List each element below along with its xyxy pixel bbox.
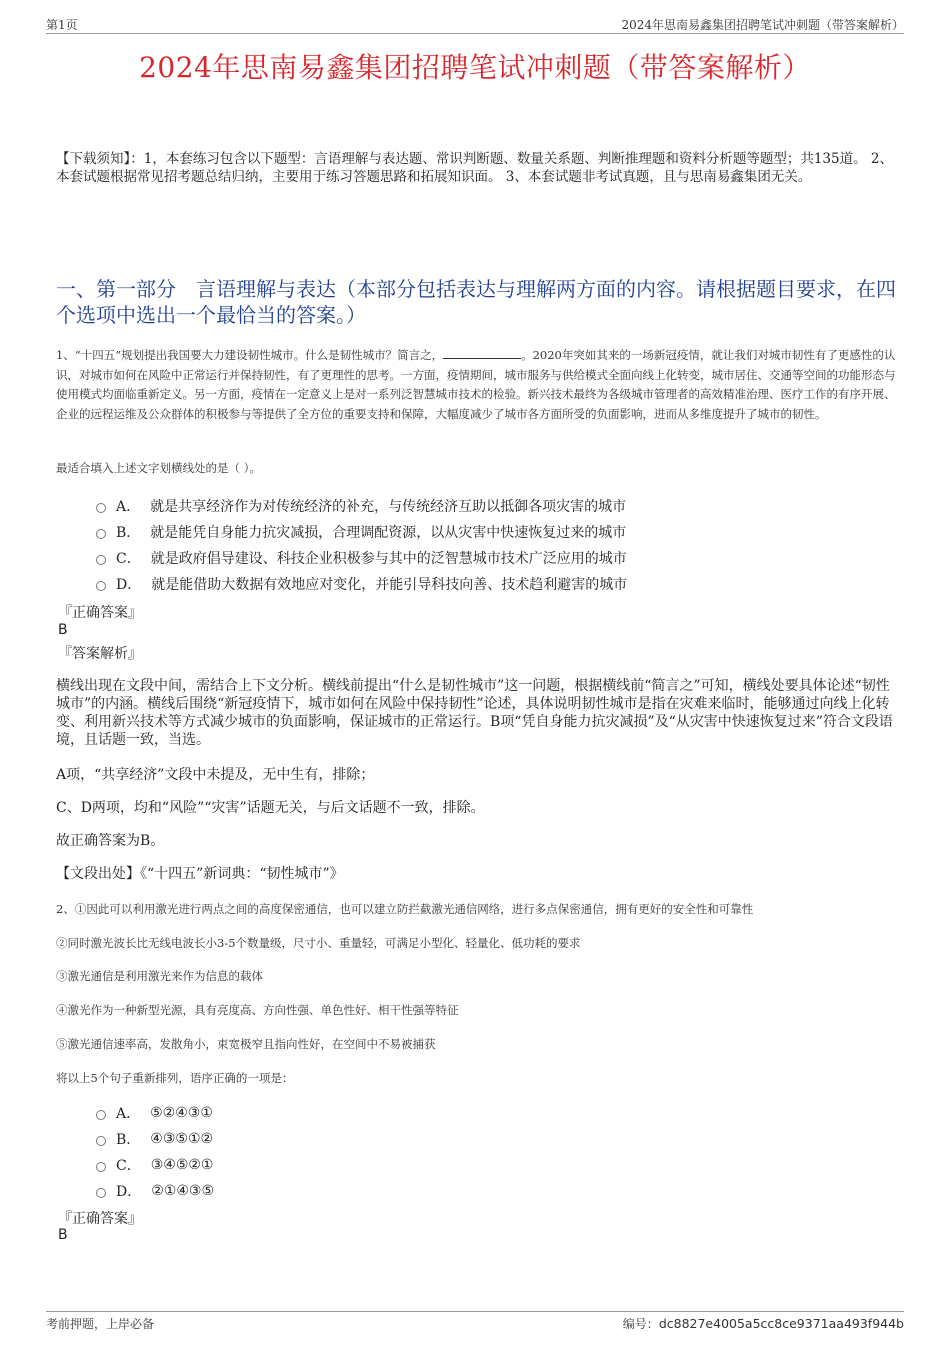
fill-blank <box>443 347 521 359</box>
answer-label: 『正确答案』 <box>58 1211 142 1227</box>
question-2-line: ②同时激光波长比无线电波长小3-5个数量级，尺寸小、重量轻，可满足小型化、轻量化、低功耗的要求 <box>56 936 581 950</box>
radio-icon[interactable] <box>96 1110 106 1120</box>
radio-icon[interactable] <box>96 1188 106 1198</box>
radio-icon[interactable] <box>96 529 106 539</box>
section-title: 一、第一部分 言语理解与表达（本部分包括表达与理解两方面的内容。请根据题目要求，在四个选项中选出一个最恰当的答案。） <box>56 277 896 327</box>
option-text: ⑤②④③① <box>150 1105 213 1121</box>
question-1-text <box>56 346 898 424</box>
answer-value: B <box>58 622 68 638</box>
radio-icon[interactable] <box>96 555 106 565</box>
question-1-options <box>96 493 896 597</box>
question-2-line: 2、①因此可以利用激光进行两点之间的高度保密通信，也可以建立防拦截激光通信网络，进行多点保密通信，拥有更好的安全性和可靠性 <box>56 902 754 916</box>
option-a[interactable] <box>96 1100 896 1126</box>
header-doc-title: 2024年思南易鑫集团招聘笔试冲刺题（带答案解析） <box>621 18 904 32</box>
option-letter: D． <box>116 577 142 593</box>
option-letter: B． <box>116 1132 141 1148</box>
option-letter: B． <box>116 525 141 541</box>
option-b[interactable] <box>96 519 896 545</box>
radio-icon[interactable] <box>96 503 106 513</box>
page-number: 第1页 <box>46 18 78 32</box>
option-c[interactable] <box>96 545 896 571</box>
analysis-paragraph: A项，“共享经济”文段中未提及，无中生有，排除； <box>56 767 375 783</box>
option-text: 就是共享经济作为对传统经济的补充，与传统经济互助以抵御各项灾害的城市 <box>150 499 627 515</box>
option-text: 就是政府倡导建设、科技企业积极参与其中的泛智慧城市技术广泛应用的城市 <box>150 551 627 567</box>
answer-value: B <box>58 1227 68 1243</box>
option-d[interactable] <box>96 1178 896 1204</box>
analysis-label: 『答案解析』 <box>58 646 142 662</box>
question-2-line: ④激光作为一种新型光源，具有亮度高、方向性强、单色性好、相干性强等特征 <box>56 1003 459 1017</box>
download-notice: 【下载须知】：1，本套练习包含以下题型：言语理解与表达题、常识判断题、数量关系题、判断推理题和资料分析题等题型；共135道。 2、本套试题根据常见招考题总结归纳，主要用于练习答题思路和拓展知识面。 3、本套试题非考试真题，且与思南易鑫集团无关。 <box>56 151 893 185</box>
page-title: 2024年思南易鑫集团招聘笔试冲刺题（带答案解析） <box>139 51 811 84</box>
question-2-line: ⑤激光通信速率高，发散角小，束宽极窄且指向性好，在空间中不易被捕获 <box>56 1037 436 1051</box>
option-letter: C． <box>116 1158 141 1174</box>
radio-icon[interactable] <box>96 1136 106 1146</box>
option-c[interactable] <box>96 1152 896 1178</box>
option-a[interactable] <box>96 493 896 519</box>
option-text: ③④⑤②① <box>150 1157 214 1173</box>
footer-code-label: 编号： <box>622 1317 659 1331</box>
question-2-prompt: 将以上5个句子重新排列，语序正确的一项是： <box>56 1071 294 1085</box>
option-letter: C． <box>116 551 141 567</box>
answer-label: 『正确答案』 <box>58 605 142 621</box>
radio-icon[interactable] <box>96 581 106 591</box>
footer-code-block <box>623 1315 904 1332</box>
question-1-text-before: 1、“十四五”规划提出我国要大力建设韧性城市。什么是韧性城市？简言之， <box>56 348 444 362</box>
option-text: 就是能借助大数据有效地应对变化，并能引导科技向善、技术趋利避害的城市 <box>151 577 628 593</box>
analysis-paragraph: 横线出现在文段中间，需结合上下文分析。横线前提出“什么是韧性城市”这一问题，根据横线前“简言之”可知，横线处要具体论述“韧性城市”的内涵。横线后围绕“新冠疫情下，城市如何在风险中保持韧性”论述，具体说明韧性城市是指在灾难来临时，能够通过向线上化转变、利用新兴技术等方式减少城市的负面影响，保证城市的正常运行。B项“凭自身能力抗灾减损”及“从灾害中快速恢复过来”符合文段语境，且话题一致，当选。 <box>56 678 893 748</box>
option-letter: A． <box>116 499 141 515</box>
option-letter: D． <box>116 1184 142 1200</box>
question-2-options <box>96 1100 896 1204</box>
option-d[interactable] <box>96 571 896 597</box>
page-footer <box>46 1311 904 1331</box>
option-text: ④③⑤①② <box>150 1131 214 1147</box>
option-b[interactable] <box>96 1126 896 1152</box>
question-1-text-after: 。2020年突如其来的一场新冠疫情，就让我们对城市韧性有了更感性的认识，对城市如何在风险中正常运行并保持韧性，有了更理性的思考。一方面，疫情期间，城市服务与供给模式全面向线上化转变，城市居住、交通等空间的功能形态与使用模式均面临重新定义。另一方面，疫情在一定意义上是对一系列泛智慧城市技术的检验。新兴技术最终为各级城市管理者的高效精准治理、医疗工作的有序开展、企业的远程运维及公众群体的积极参与等提供了全方位的重要支持和保障，大幅度减少了城市各方面所受的负面影响，进而从多维度提升了城市的韧性。 <box>56 348 896 421</box>
option-text: ②①④③⑤ <box>151 1183 214 1199</box>
question-1-prompt: 最适合填入上述文字划横线处的是（ ）。 <box>56 461 261 475</box>
footer-code: dc8827e4005a5cc8ce9371aa493f944b <box>658 1316 904 1331</box>
footer-slogan: 考前押题，上岸必备 <box>46 1317 155 1331</box>
analysis-paragraph: C、D两项，均和“风险”“灾害”话题无关，与后文话题不一致，排除。 <box>56 800 485 816</box>
page-header <box>46 14 904 34</box>
option-text: 就是能凭自身能力抗灾减损，合理调配资源，以从灾害中快速恢复过来的城市 <box>150 525 627 541</box>
question-2-line: ③激光通信是利用激光来作为信息的载体 <box>56 969 263 983</box>
option-letter: A． <box>116 1106 141 1122</box>
source-note: 【文段出处】《“十四五”新词典：“韧性城市”》 <box>56 866 344 882</box>
radio-icon[interactable] <box>96 1162 106 1172</box>
analysis-paragraph: 故正确答案为B。 <box>56 833 165 849</box>
